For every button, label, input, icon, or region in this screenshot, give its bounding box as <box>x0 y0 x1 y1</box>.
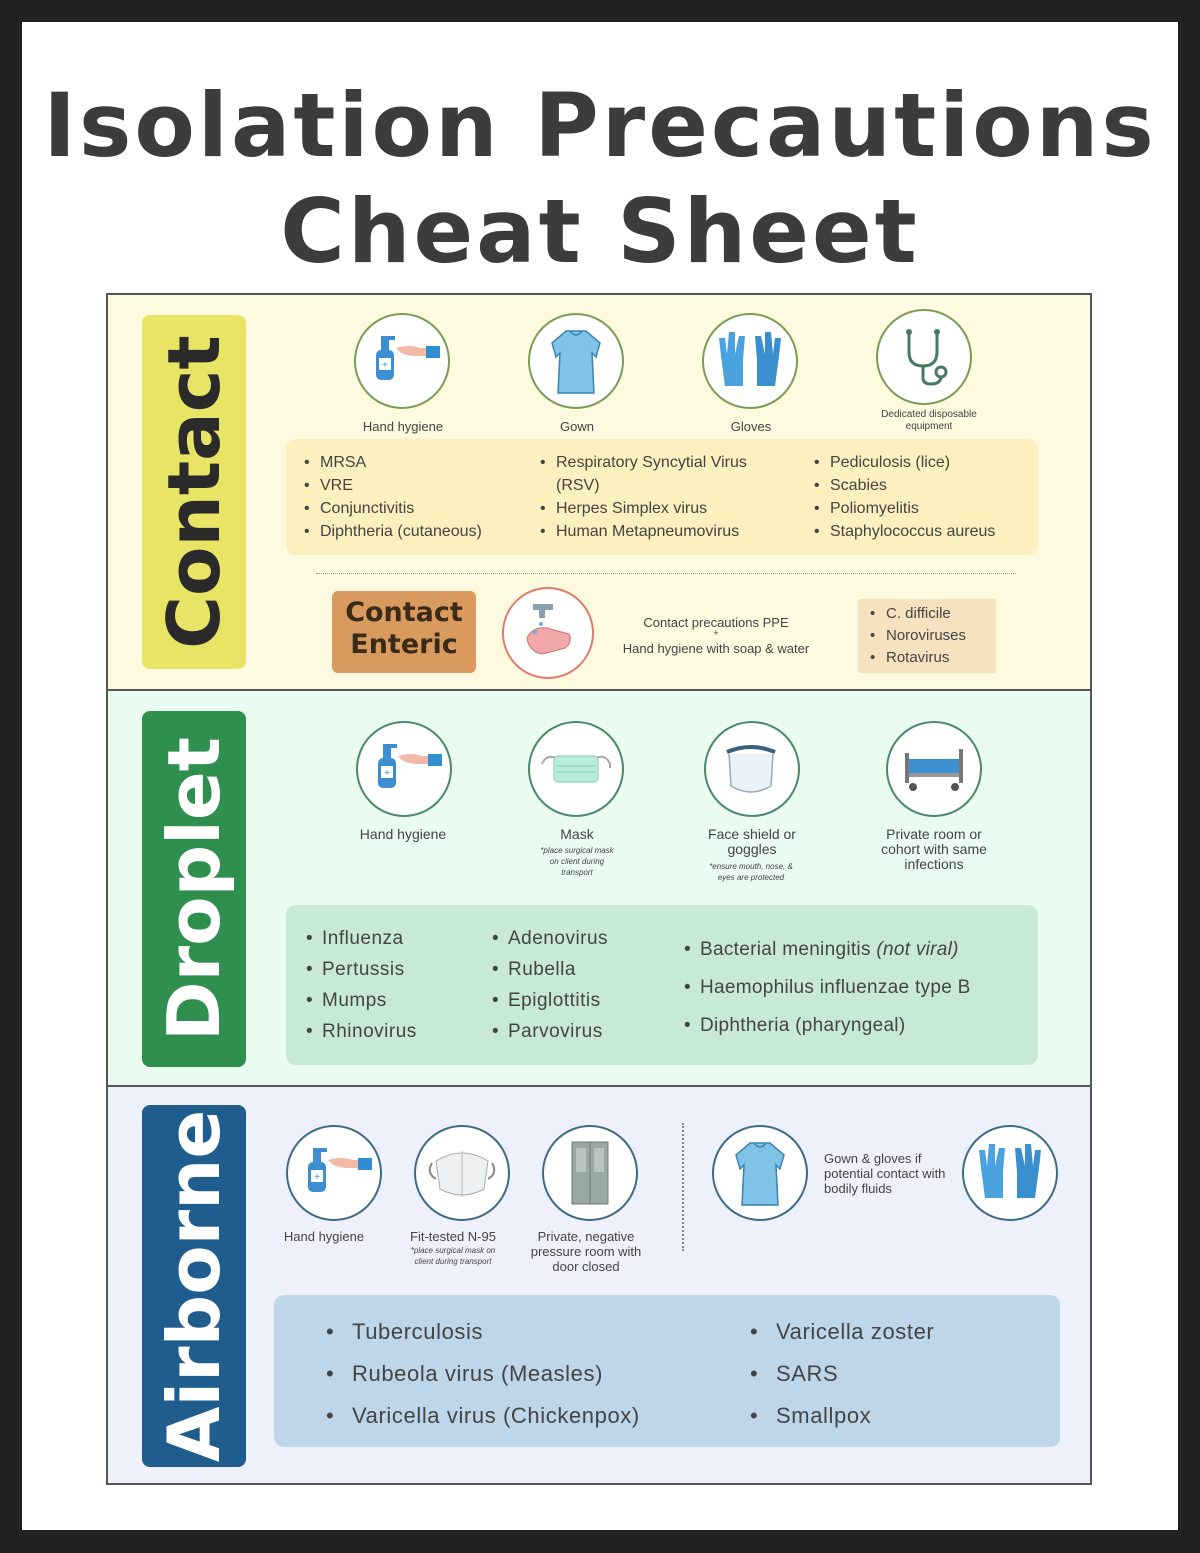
list-item: • Haemophilus influenzae type B <box>684 969 971 1007</box>
svg-text:+: + <box>384 768 390 779</box>
enteric-text-2: Hand hygiene with soap & water <box>622 641 810 656</box>
droplet-list-2 <box>492 923 608 1047</box>
airborne-caption-private-room: Private, negative pressure room with door closed <box>530 1229 642 1274</box>
list-item-text: Bacterial meningitis <box>700 939 877 960</box>
droplet-caption-hand-hygiene: Hand hygiene <box>359 826 447 842</box>
droplet-caption-mask: Mask <box>560 826 594 842</box>
list-item: • Herpes Simplex virus <box>540 497 780 520</box>
airborne-section <box>106 1085 1092 1485</box>
hospital-bed-icon <box>886 721 982 817</box>
cheat-sheet-page <box>22 22 1178 1530</box>
list-item: • SARS <box>750 1353 934 1395</box>
airborne-caption-n95: Fit-tested N-95 <box>410 1229 496 1244</box>
list-item: • Mumps <box>306 985 417 1016</box>
list-item: • Pertussis <box>306 954 417 985</box>
droplet-section <box>106 689 1092 1087</box>
title-line-2: Cheat Sheet <box>280 180 920 283</box>
hand-hygiene-icon <box>356 721 452 817</box>
enteric-plus: + <box>713 628 719 638</box>
n95-respirator-icon <box>414 1125 510 1221</box>
airborne-list-2 <box>750 1311 934 1437</box>
contact-caption-equipment: Dedicated disposable equipment <box>881 409 977 432</box>
contact-caption-gloves: Gloves <box>730 419 772 434</box>
list-item: • Pediculosis (lice) <box>814 451 995 474</box>
list-item: • Influenza <box>306 923 417 954</box>
airborne-list-1 <box>326 1311 640 1437</box>
list-item: • Diphtheria (cutaneous) <box>304 520 482 543</box>
enteric-text-1: Contact precautions PPE <box>643 615 789 630</box>
list-item: • Varicella virus (Chickenpox) <box>326 1395 640 1437</box>
droplet-shield-note: *ensure mouth, nose, & eyes are protected <box>709 862 793 882</box>
gloves-icon <box>962 1125 1058 1221</box>
list-item: • Poliomyelitis <box>814 497 995 520</box>
face-shield-icon <box>704 721 800 817</box>
hand-hygiene-icon <box>354 313 450 409</box>
list-item: • Noroviruses <box>870 625 966 647</box>
contact-caption-gown: Gown <box>560 419 594 434</box>
gown-icon <box>712 1125 808 1221</box>
list-item: • Diphtheria (pharyngeal) <box>684 1007 971 1045</box>
airborne-label <box>142 1105 246 1467</box>
list-item <box>684 931 971 969</box>
list-item: • Human Metapneumovirus <box>540 520 780 543</box>
droplet-label-text: Droplet <box>152 736 236 1042</box>
hand-hygiene-icon <box>286 1125 382 1221</box>
droplet-list-3 <box>684 931 971 1045</box>
enteric-list <box>870 603 966 669</box>
svg-text:+: + <box>382 360 388 371</box>
gown-icon <box>528 313 624 409</box>
list-item: • C. difficile <box>870 603 966 625</box>
droplet-caption-private-room: Private room or cohort with same infections <box>881 826 987 872</box>
contact-list-3 <box>814 451 995 543</box>
list-item: • MRSA <box>304 451 482 474</box>
gown-gloves-caption: Gown & gloves if potential contact with bodily fluids <box>824 1151 946 1196</box>
list-item: • Respiratory Syncytial Virus (RSV) <box>540 451 780 497</box>
gloves-icon <box>702 313 798 409</box>
dotted-divider <box>316 573 1016 574</box>
list-item: • Tuberculosis <box>326 1311 640 1353</box>
list-item: • Epiglottitis <box>492 985 608 1016</box>
list-item: • Adenovirus <box>492 923 608 954</box>
list-item-emphasis: (not viral) <box>876 939 959 960</box>
droplet-mask-note: *place surgical mask on client during transport <box>540 846 614 877</box>
list-item: • Rhinovirus <box>306 1016 417 1047</box>
handwashing-icon <box>502 587 594 679</box>
stethoscope-icon <box>876 309 972 405</box>
droplet-label <box>142 711 246 1067</box>
list-item: • Scabies <box>814 474 995 497</box>
list-item: • Rubeola virus (Measles) <box>326 1353 640 1395</box>
contact-caption-hand-hygiene: Hand hygiene <box>362 419 444 434</box>
list-item: • Staphylococcus aureus <box>814 520 995 543</box>
droplet-list-1 <box>306 923 417 1047</box>
list-item: • Rotavirus <box>870 647 966 669</box>
list-item: • Smallpox <box>750 1395 934 1437</box>
contact-section <box>106 293 1092 691</box>
airborne-n95-note: *place surgical mask on client during transport <box>410 1246 496 1266</box>
droplet-caption-face-shield: Face shield or goggles <box>708 826 796 857</box>
mask-icon <box>528 721 624 817</box>
airborne-label-text: Airborne <box>152 1109 236 1463</box>
list-item: • Conjunctivitis <box>304 497 482 520</box>
enteric-label-line-1: Contact <box>345 597 463 628</box>
list-item: • VRE <box>304 474 482 497</box>
airborne-divider <box>682 1123 684 1251</box>
list-item: • Parvovirus <box>492 1016 608 1047</box>
title-line-1: Isolation Precautions <box>43 74 1157 177</box>
contact-list-1 <box>304 451 482 543</box>
svg-text:+: + <box>314 1172 320 1183</box>
contact-enteric-label <box>332 591 476 673</box>
contact-label <box>142 315 246 669</box>
contact-label-text: Contact <box>152 335 236 649</box>
airborne-caption-hand-hygiene: Hand hygiene <box>283 1229 365 1244</box>
list-item: • Rubella <box>492 954 608 985</box>
contact-list-2 <box>540 451 780 543</box>
list-item: • Varicella zoster <box>750 1311 934 1353</box>
enteric-label-line-2: Enteric <box>350 629 458 660</box>
door-icon <box>542 1125 638 1221</box>
